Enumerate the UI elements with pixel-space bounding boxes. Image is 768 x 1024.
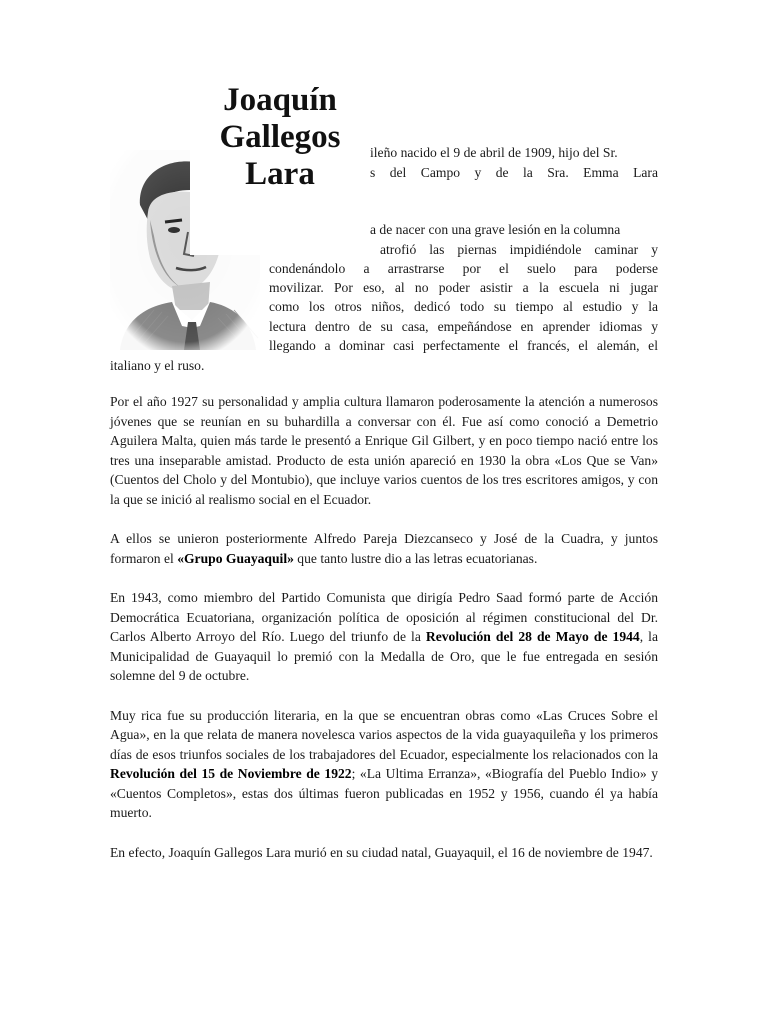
intro-line: ileño nacido el 9 de abril de 1909, hijo del Sr. <box>370 145 618 160</box>
intro-line: llegando a dominar casi perfectamente el francés, el alemán, el <box>269 338 658 353</box>
paragraph-text: , la Municipalidad de Guayaquil lo premió con la Medalla de Oro, que le fue entregada en sesión solemne del 9 de octubre. <box>110 629 658 683</box>
intro-line: atrofió las piernas impidiéndole caminar y <box>380 242 658 257</box>
bold-term: Revolución del 28 de Mayo de 1944 <box>425 629 640 644</box>
intro-line: como los otros niños, dedicó todo su tiempo al estudio y la <box>269 299 658 314</box>
page-title <box>190 80 370 193</box>
paragraph <box>110 706 658 823</box>
bold-term: «Grupo Guayaquil» <box>177 550 294 566</box>
paragraph: En efecto, Joaquín Gallegos Lara murió en su ciudad natal, Guayaquil, el 16 de noviembre de 1947. <box>110 844 653 860</box>
paragraph-text: Muy rica fue su producción literaria, en la que se encuentran obras como «Las Cruces Sobre el Agua», en la que relata de manera novelesca varios aspectos de la vida guayaquileña y los primeros días de esos triunfos sociales de los trabajadores del Ecuador, especialmente los relacionados con la <box>110 707 658 762</box>
bold-term: Revolución del 15 de Noviembre de 1922 <box>110 766 352 781</box>
title-box <box>190 80 370 255</box>
intro-line: a de nacer con una grave lesión en la columna <box>370 222 621 237</box>
paragraph-text: ; «La Ultima Erranza», «Biografía del Pueblo Indio» y «Cuentos Completos», estas dos últimas fueron publicadas en 1952 y 1956, cuando él ya había muerto. <box>110 766 658 820</box>
article-body <box>110 392 658 882</box>
intro-line: lectura dentro de su casa, empeñándose en aprender idiomas y <box>269 319 658 334</box>
intro-line: s del Campo y de la Sra. Emma Lara <box>370 165 658 180</box>
paragraph: Por el año 1927 su personalidad y amplia cultura llamaron poderosamente la atención a numerosos jóvenes que se reunían en su buhardilla a conversar con él. Fue así como conoció a Demetrio Aguilera Malta, quien más tarde le presentó a Enrique Gil Gilbert, y en poco tiempo nació entre los tres una inseparable amistad. Producto de esta unión apareció en 1930 la obra «Los Que se Van» (Cuentos del Cholo y del Montubio), que incluye varios cuentos de los tres escritores amigos, y con la que se inició al realismo social en el Ecuador. <box>110 394 658 507</box>
paragraph-text: A ellos se unieron posteriormente Alfredo Pareja Diezcanseco y José de la Cuadra, y juntos formaron el <box>110 531 658 566</box>
title-line: Gallegos <box>219 119 341 155</box>
paragraph <box>110 529 658 568</box>
paragraph <box>110 588 658 686</box>
paragraph-text: que tanto lustre dio a las letras ecuatorianas. <box>293 550 538 566</box>
intro-line: movilizar. Por eso, al no poder asistir a la escuela ni jugar <box>269 280 658 295</box>
title-line: Joaquín <box>223 82 337 118</box>
title-line: Lara <box>245 156 315 192</box>
paragraph-text: En 1943, como miembro del Partido Comunista que dirigía Pedro Saad formó parte de Acción Democrática Ecuatoriana, organización política de oposición al régimen constitucional del Dr. Carlos Alberto Arroyo del Río. Luego del triunfo de la <box>110 590 658 644</box>
intro-line: condenándolo a arrastrarse por el suelo para poderse <box>269 261 658 276</box>
intro-line: italiano y el ruso. <box>110 358 205 373</box>
